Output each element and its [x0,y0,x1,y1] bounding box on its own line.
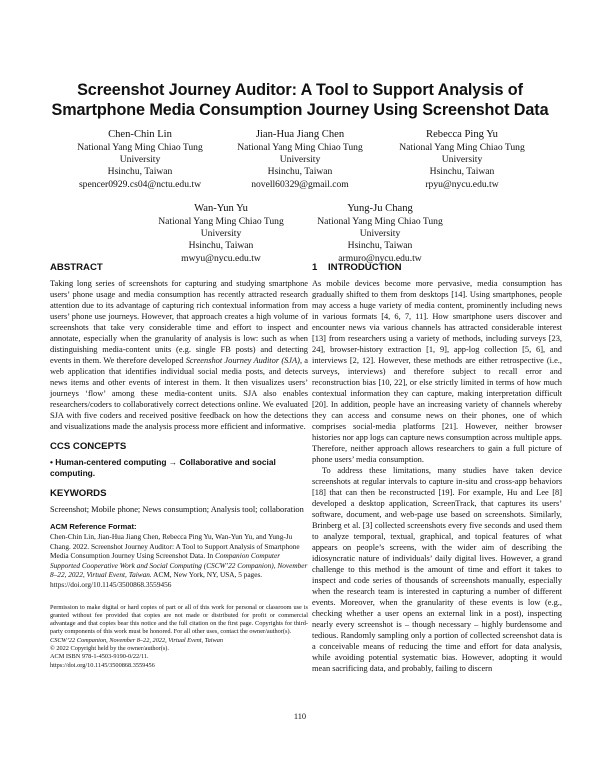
author-email: mwyu@nycu.edu.tw [181,252,261,264]
author-name: Chen-Chin Lin [108,129,172,140]
introduction-heading [312,262,562,274]
author-location: Hsinchu, Taiwan [267,166,333,178]
left-column [50,262,308,670]
author-email: novell60329@gmail.com [251,178,349,190]
ccs-heading: CCS CONCEPTS [50,441,127,452]
author-email: armuro@nycu.edu.tw [338,252,422,264]
author-email: spencer0929.cs04@nctu.edu.tw [78,178,202,190]
author-name: Yung-Ju Chang [347,203,413,214]
doi-line[interactable]: https://doi.org/10.1145/3500868.3559456 [50,661,155,669]
author-block [372,128,552,191]
page-number: 110 [293,712,307,721]
author-location: Hsinchu, Taiwan [429,166,495,178]
introduction-paragraph: To address these limitations, many studies have taken device screenshots at regular intervals to capture in-situ and cross-app behaviors [18] that can then be reconstructed [19]. For example, Hu and Lee [8] developed a desktop application, ScreenTrack, that captures its users’ software, document, and web-page use based on screenshots. Similarly, Brinberg et al. [3] collected screenshots every five seconds and used them to analyze temporal, textual, graphical, and topical features of what appears on people’s screens, with the wider aim of describing the idiosyncratic nature of individuals’ daily digital lives. However, a grand challenge to this method is the amount of time and effort it takes to inspect and code series of thousands of screenshots manually, especially when the research team is interested in capturing a number of different events. Moreover, when the granularity of these events is low (e.g., checking whether a user opens an external link in a post), inspecting nearly every screenshot is – though necessary – highly burdensome and tedious. Randomly sampling only a portion of collected screenshot data is a conceivable means of reducing the time and effort for data analysis, while avoiding potential systematic bias. However, adopting it would mean sacrificing data, and probably, failing to discern [312,466,562,673]
author-affiliation: University [279,154,321,166]
author-affiliation: University [359,228,401,240]
author-email: rpyu@nycu.edu.tw [425,178,499,190]
section-number: 1 [312,262,318,273]
abstract-text-part: , a web application that identifies individual social media posts, and detects news items and other events of interest in them. It then visualizes users’ journeys ‘flow’ among these media-content units. SJA also enables researchers/coders to collaboratively correct detections online. We evaluated SJA with five coders and received positive feedback on how the detections and visualizations made the analysis process more efficient and informative. [50,356,309,431]
paper-title [40,80,560,120]
introduction-paragraph: As mobile devices become more pervasive, media consumption has gradually shifted to them from desktops [14]. Using smartphones, people may access a huge variety of media content, prominently including news in various formats [4, 6, 7, 11]. How smartphone users discover and encounter news via various channels has attracted considerable interest [13] from researchers using a variety of methods, including surveys [23, 24], browser-history extraction [1, 9], app-log collection [5, 6], and interviews [2, 12]. However, these methods are either retrospective (i.e., surveys, interviews) and therefore subject to recall error and reconstruction bias [10, 22], or else strictly limited in terms of how much contextual information they can capture, making interpretation difficult [20]. In addition, people have an increasing variety of channels whereby they can access and consume news on their phones, one of which comprises social-media platforms [21]. However, neither browser histories nor app logs can capture news consumption across multiple apps. Therefore, neither approach allows researchers to gain a full picture of phone users’ media consumption. [312,279,562,464]
isbn-line: ACM ISBN 978-1-4503-9190-0/22/11. [50,653,149,661]
author-affiliation: National Yang Ming Chiao Tung [237,142,363,153]
author-block [131,202,311,265]
keywords-text: Screenshot; Mobile phone; News consumption; Analysis tool; collaboration [50,505,304,514]
reference-text-part: Chen-Chin Lin, Jian-Hua Jiang Chen, Rebecca Ping Yu, Wan-Yun Yu, and Yung-Ju Chang. 2022. Screenshot Journey Auditor: A Tool to Support Analysis of Smartphone Media Consumption Journey Using Screenshot Data. In [50,532,300,561]
author-affiliation: University [119,154,161,166]
author-affiliation: University [200,228,242,240]
author-block [210,128,390,191]
reference-venue: Companion Computer Supported Cooperative Work and Social Computing (CSCW’22 Companion), November 8–22, 2022, Virtual Event, Taiwan. [50,551,308,580]
right-column [312,262,562,674]
author-block [50,128,230,191]
author-location: Hsinchu, Taiwan [347,240,413,252]
author-affiliation: National Yang Ming Chiao Tung [77,142,203,153]
author-affiliation: National Yang Ming Chiao Tung [399,142,525,153]
abstract-heading: ABSTRACT [50,262,103,273]
abstract-text [50,278,308,432]
reference-format-heading: ACM Reference Format: [50,522,137,531]
reference-text-part: ACM, New York, NY, USA, 5 pages. https://doi.org/10.1145/3500868.3559456 [50,570,263,589]
title-line-1: Screenshot Journey Auditor: A Tool to Support Analysis of [77,81,523,99]
author-location: Hsinchu, Taiwan [107,166,173,178]
ccs-concepts: • Human-centered computing → Collaborative and social computing. [50,457,276,478]
author-name: Jian-Hua Jiang Chen [255,129,345,140]
permission-notice: Permission to make digital or hard copies of part or all of this work for personal or classroom use is granted without fee provided that copies are not made or distributed for profit or commercial advantage and that copies bear this notice and the full citation on the first page. Copyrights for third-party components of this work must be honored. For all other uses, contact the owner/author(s). [50,603,308,636]
keywords-heading: KEYWORDS [50,488,107,499]
section-title: INTRODUCTION [328,262,402,273]
author-location: Hsinchu, Taiwan [188,240,254,252]
author-affiliation: National Yang Ming Chiao Tung [158,216,284,227]
reference-format-text [50,532,308,590]
abstract-text-part: Taking long series of screenshots for capturing and studying smartphone users’ phone usage and media consumption has recently attracted research attention due to its advantage of capturing rich contextual information from users’ phone use journeys. However, that approach creates a high volume of screenshots that take very considerable time and effort to inspect and annotate, especially when the granularity of analysis is low: such as when distinguishing media-content units (e.g. single FB posts) and detecting events in them. We therefore developed [50,279,308,365]
author-affiliation: National Yang Ming Chiao Tung [317,216,443,227]
author-name: Wan-Yun Yu [194,203,248,214]
author-affiliation: University [441,154,483,166]
author-block [290,202,470,265]
title-line-2: Smartphone Media Consumption Journey Using Screenshot Data [51,101,549,119]
abstract-tool-name: Screenshot Journey Auditor (SJA) [185,356,300,365]
venue-line: CSCW’22 Companion, November 8–22, 2022, Virtual Event, Taiwan [50,636,223,644]
copyright-line: © 2022 Copyright held by the owner/author(s). [50,645,169,653]
author-name: Rebecca Ping Yu [426,129,498,140]
